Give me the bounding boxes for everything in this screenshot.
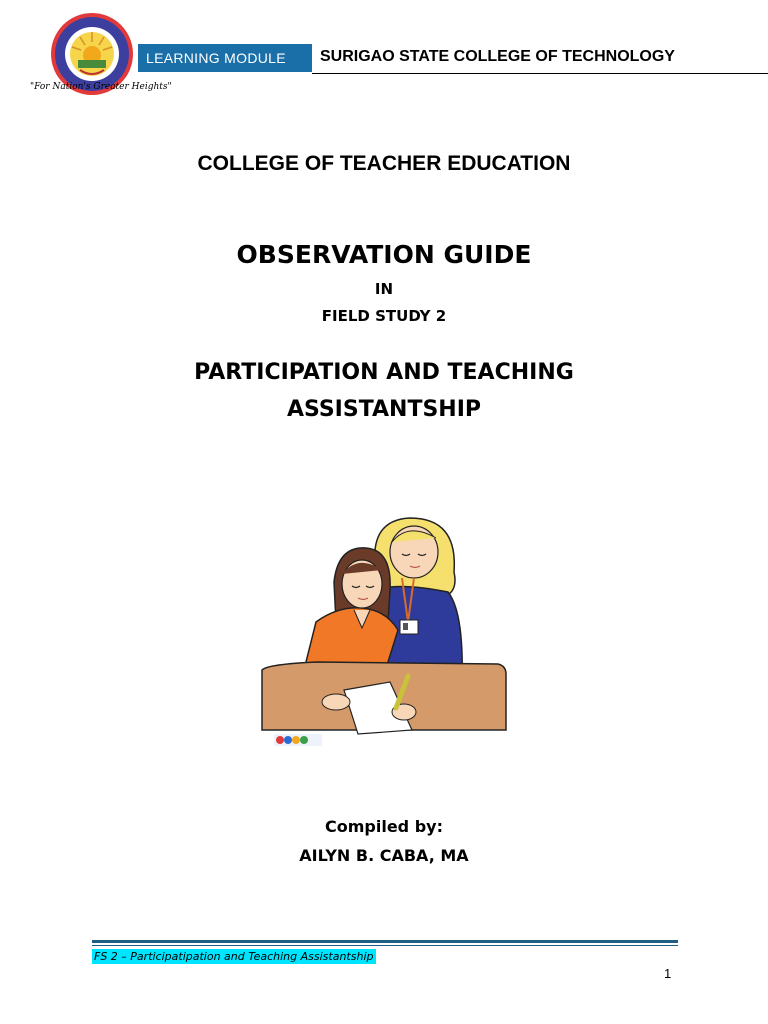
- footer-course-label: FS 2 – Participatipation and Teaching Assistantship: [94, 950, 374, 963]
- subtitle-line-1: PARTICIPATION AND TEACHING: [194, 360, 574, 385]
- subtitle-line-2: ASSISTANTSHIP: [286, 397, 482, 422]
- page-number: 1: [664, 966, 672, 981]
- footer-rule: [92, 940, 678, 943]
- header-rule: [312, 73, 768, 74]
- compiled-by-label: Compiled by:: [325, 817, 443, 836]
- learning-module-label: LEARNING MODULE: [138, 44, 312, 72]
- college-motto: "For Nation's Greater Heights": [30, 82, 172, 92]
- teacher-assisting-student-illustration: [258, 512, 510, 752]
- author-name: AILYN B. CABA, MA: [299, 846, 469, 865]
- institution-name: SURIGAO STATE COLLEGE OF TECHNOLOGY: [320, 48, 675, 65]
- course-name: FIELD STUDY 2: [321, 307, 447, 325]
- title-connector: IN: [374, 280, 394, 298]
- document-title: OBSERVATION GUIDE: [236, 240, 532, 269]
- footer-rule-thin: [92, 945, 678, 946]
- department-heading: COLLEGE OF TEACHER EDUCATION: [197, 152, 571, 175]
